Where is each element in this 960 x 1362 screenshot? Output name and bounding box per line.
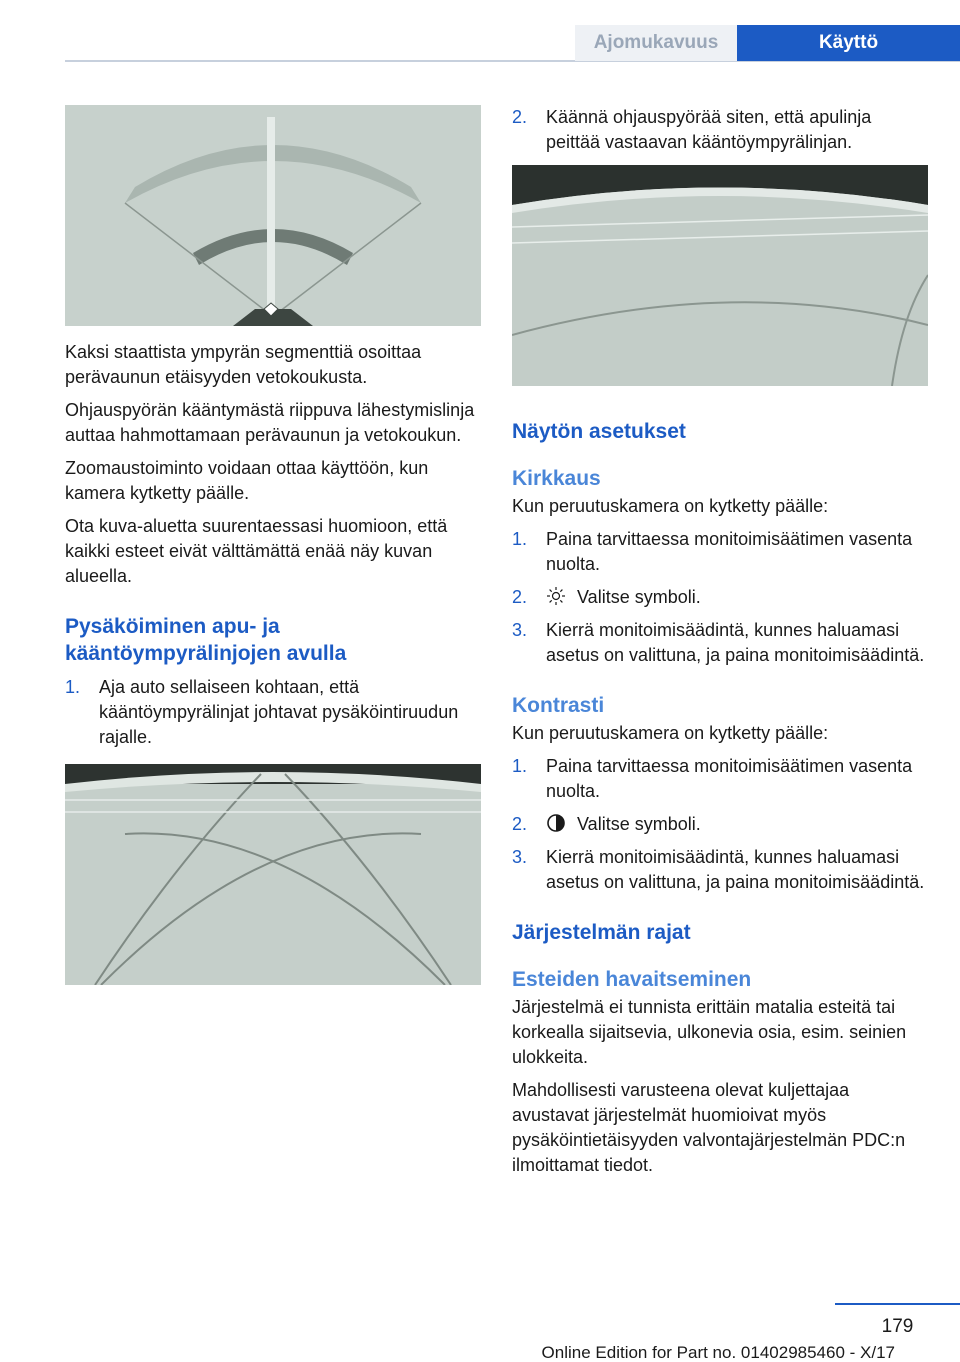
step-number: 1.: [512, 529, 528, 549]
contrast-steps: [512, 754, 928, 895]
steps-list: [65, 675, 481, 750]
left-column: [65, 105, 481, 985]
step-number: 1.: [65, 677, 81, 697]
step-number: 2.: [512, 814, 528, 834]
step-text: Valitse symboli.: [577, 587, 701, 607]
paragraph: Ota kuva-aluetta suurentaessasi huomioon, että kaikki esteet eivät välttämättä enää näy kuvan alueella.: [65, 516, 448, 586]
list-item: [512, 585, 928, 610]
trailer-hitch-camera-image: [65, 105, 481, 326]
right-column: [512, 105, 928, 1186]
list-item: [512, 618, 928, 668]
step-text: Valitse symboli.: [577, 814, 701, 834]
step-number: 2.: [512, 107, 528, 127]
guide-line-overlap-image: [512, 165, 928, 386]
page-number-rule: [835, 1303, 960, 1305]
brightness-steps: [512, 527, 928, 668]
step-number: 2.: [512, 587, 528, 607]
edition-footer: Online Edition for Part no. 01402985460 - X/17: [541, 1343, 895, 1362]
list-item: [512, 754, 928, 804]
list-item: [512, 812, 928, 837]
subheading-brightness: Kirkkaus: [512, 467, 601, 490]
contrast-half-circle-icon: [546, 813, 566, 833]
step-number: 3.: [512, 620, 528, 640]
list-item: [512, 527, 928, 577]
steps-list: [512, 105, 928, 155]
step-text: Kierrä monitoimisäädintä, kunnes haluamasi asetus on valittuna, ja paina monitoimisäädintä.: [546, 620, 925, 665]
step-number: 3.: [512, 847, 528, 867]
paragraph: Kaksi staattista ympyrän segmenttiä osoittaa perävaunun etäisyyden vetokoukusta.: [65, 342, 422, 387]
section-heading-system-limits: Järjestelmän rajat: [512, 921, 691, 944]
paragraph: Kun peruutuskamera on kytketty päälle:: [512, 496, 829, 516]
brightness-sun-icon: [546, 586, 566, 606]
section-heading-display-settings: Näytön asetukset: [512, 420, 686, 443]
list-item: [512, 105, 928, 155]
paragraph: Mahdollisesti varusteena olevat kuljettajaa avustavat järjestelmät huomioivat myös pysäköintietäisyyden valvontajärjestelmän PDC:n ilmoittamat tiedot.: [512, 1080, 906, 1175]
paragraph: Zoomaustoiminto voidaan ottaa käyttöön, kun kamera kytketty päälle.: [65, 458, 429, 503]
step-number: 1.: [512, 756, 528, 776]
page-number: 179: [881, 1316, 914, 1337]
step-text: Kierrä monitoimisäädintä, kunnes haluamasi asetus on valittuna, ja paina monitoimisäädintä.: [546, 847, 925, 892]
section-heading-parking-aid: Pysäköiminen apu- ja kääntöympyrälinjojen avulla: [65, 615, 347, 665]
paragraph: Ohjauspyörän kääntymästä riippuva lähestymislinja auttaa hahmottamaan perävaunun ja vetokoukun.: [65, 400, 475, 445]
list-item: [512, 845, 928, 895]
step-text: Paina tarvittaessa monitoimisäätimen vasenta nuolta.: [546, 529, 913, 574]
header-section-tab: Ajomukavuus: [575, 25, 737, 61]
header-chapter-tab: Käyttö: [737, 25, 960, 61]
step-text: Käännä ohjauspyörää siten, että apulinja peittää vastaavan kääntöympyrälinjan.: [546, 107, 872, 152]
list-item: [65, 675, 481, 750]
paragraph: Kun peruutuskamera on kytketty päälle:: [512, 723, 829, 743]
turning-circle-lines-image: [65, 764, 481, 985]
subheading-contrast: Kontrasti: [512, 694, 605, 717]
paragraph: Järjestelmä ei tunnista erittäin matalia esteitä tai korkealla sijaitsevia, ulkonevia osia, esim. seinien ulokkeita.: [512, 997, 907, 1067]
step-text: Paina tarvittaessa monitoimisäätimen vasenta nuolta.: [546, 756, 913, 801]
step-text: Aja auto sellaiseen kohtaan, että kääntöympyrälinjat johtavat pysäköintiruudun rajalle.: [99, 677, 459, 747]
subheading-obstacle-detection: Esteiden havaitseminen: [512, 968, 752, 991]
